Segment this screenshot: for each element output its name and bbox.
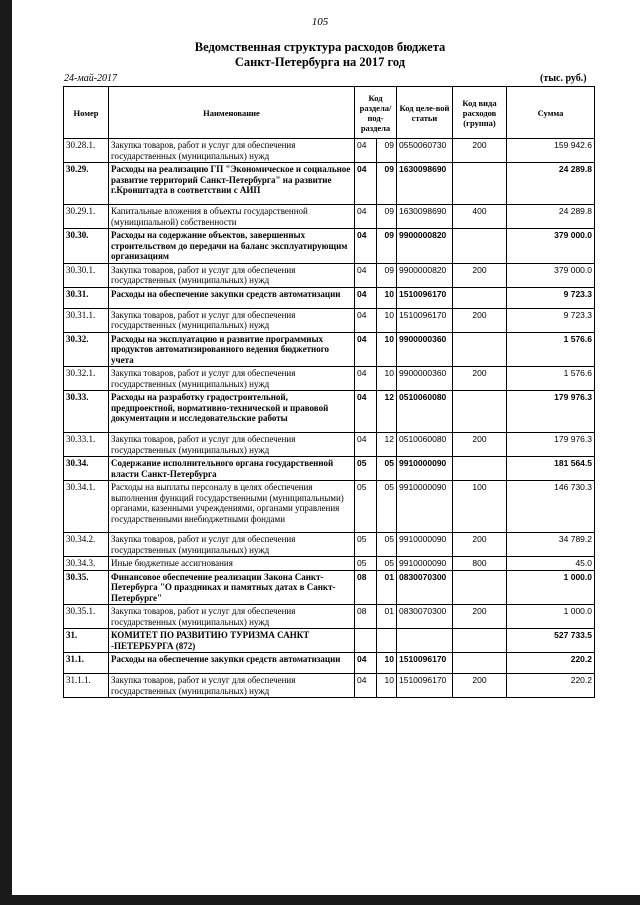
cell-amount: 24 289.8 <box>507 163 595 205</box>
cell-expense-type <box>453 391 507 433</box>
cell-number: 30.35. <box>64 570 109 605</box>
cell-amount: 179 976.3 <box>507 391 595 433</box>
cell-podrazdel: 10 <box>377 332 397 367</box>
cell-name: Закупка товаров, работ и услуг для обеспечения государственных (муниципальных) нужд <box>109 367 355 391</box>
cell-item: 9900000360 <box>397 367 453 391</box>
cell-podrazdel: 05 <box>377 481 397 533</box>
cell-razdel: 08 <box>355 570 377 605</box>
cell-podrazdel: 10 <box>377 308 397 332</box>
cell-item: 9910000090 <box>397 457 453 481</box>
cell-number: 30.31. <box>64 287 109 308</box>
cell-amount: 1 576.6 <box>507 332 595 367</box>
cell-razdel: 04 <box>355 674 377 698</box>
header-amount: Сумма <box>507 87 595 139</box>
cell-razdel: 05 <box>355 457 377 481</box>
table-body <box>64 139 595 698</box>
cell-item <box>397 629 453 653</box>
cell-podrazdel: 09 <box>377 229 397 264</box>
scan-border-left <box>0 0 12 905</box>
cell-item: 0830070300 <box>397 570 453 605</box>
cell-expense-type <box>453 457 507 481</box>
cell-name: КОМИТЕТ ПО РАЗВИТИЮ ТУРИЗМА САНКТ -ПЕТЕРБУРГА (872) <box>109 629 355 653</box>
cell-number: 30.32. <box>64 332 109 367</box>
cell-number: 30.33. <box>64 391 109 433</box>
cell-amount: 220.2 <box>507 674 595 698</box>
cell-amount: 1 576.6 <box>507 367 595 391</box>
cell-expense-type: 200 <box>453 605 507 629</box>
cell-expense-type <box>453 163 507 205</box>
cell-podrazdel: 10 <box>377 653 397 674</box>
cell-number: 30.34. <box>64 457 109 481</box>
cell-name: Расходы на обеспечение закупки средств автоматизации <box>109 287 355 308</box>
cell-expense-type <box>453 229 507 264</box>
cell-podrazdel <box>377 629 397 653</box>
cell-number: 30.34.2. <box>64 533 109 557</box>
cell-amount: 159 942.6 <box>507 139 595 163</box>
cell-amount: 9 723.3 <box>507 308 595 332</box>
cell-item: 9910000090 <box>397 533 453 557</box>
cell-razdel: 04 <box>355 287 377 308</box>
cell-item: 1510096170 <box>397 287 453 308</box>
cell-name: Расходы на разработку градостроительной, предпроектной, нормативно-технической и правовой документации и исследовательские работы <box>109 391 355 433</box>
cell-name: Содержание исполнительного органа государственной власти Санкт-Петербурга <box>109 457 355 481</box>
cell-number: 30.28.1. <box>64 139 109 163</box>
cell-expense-type: 100 <box>453 481 507 533</box>
document-date: 24-май-2017 <box>64 73 118 84</box>
cell-name: Закупка товаров, работ и услуг для обеспечения государственных (муниципальных) нужд <box>109 533 355 557</box>
cell-amount: 379 000.0 <box>507 263 595 287</box>
cell-number: 30.30. <box>64 229 109 264</box>
cell-name: Иные бюджетные ассигнования <box>109 557 355 571</box>
cell-razdel: 08 <box>355 605 377 629</box>
cell-name: Расходы на реализацию ГП "Экономическое и социальное развитие территорий Санкт-Петербурга" на развитие г.Кронштадта в соответствии с АИП <box>109 163 355 205</box>
cell-number: 30.34.1. <box>64 481 109 533</box>
cell-expense-type: 200 <box>453 308 507 332</box>
cell-amount: 146 730.3 <box>507 481 595 533</box>
cell-razdel: 04 <box>355 433 377 457</box>
cell-expense-type: 200 <box>453 263 507 287</box>
cell-razdel: 05 <box>355 557 377 571</box>
cell-expense-type: 200 <box>453 533 507 557</box>
header-item: Код целе-вой статьи <box>397 87 453 139</box>
cell-name: Закупка товаров, работ и услуг для обеспечения государственных (муниципальных) нужд <box>109 674 355 698</box>
cell-razdel: 04 <box>355 139 377 163</box>
cell-number: 30.31.1. <box>64 308 109 332</box>
cell-razdel: 04 <box>355 332 377 367</box>
cell-razdel: 04 <box>355 263 377 287</box>
cell-amount: 1 000.0 <box>507 605 595 629</box>
cell-name: Закупка товаров, работ и услуг для обеспечения государственных (муниципальных) нужд <box>109 605 355 629</box>
cell-expense-type <box>453 287 507 308</box>
cell-podrazdel: 09 <box>377 139 397 163</box>
cell-razdel: 04 <box>355 229 377 264</box>
page-subtitle: Санкт-Петербурга на 2017 год <box>234 55 406 69</box>
cell-name: Закупка товаров, работ и услуг для обеспечения государственных (муниципальных) нужд <box>109 308 355 332</box>
table-header-row <box>64 87 595 139</box>
header-expense-type: Код вида расходов (группа) <box>453 87 507 139</box>
cell-item: 1510096170 <box>397 653 453 674</box>
cell-amount: 1 000.0 <box>507 570 595 605</box>
cell-name: Капитальные вложения в объекты государственной (муниципальной) собственности <box>109 205 355 229</box>
cell-name: Закупка товаров, работ и услуг для обеспечения государственных (муниципальных) нужд <box>109 139 355 163</box>
cell-item: 9900000820 <box>397 229 453 264</box>
cell-name: Закупка товаров, работ и услуг для обеспечения государственных (муниципальных) нужд <box>109 433 355 457</box>
header-section: Код раздела/ под-раздела <box>355 87 397 139</box>
cell-number: 30.32.1. <box>64 367 109 391</box>
cell-name: Закупка товаров, работ и услуг для обеспечения государственных (муниципальных) нужд <box>109 263 355 287</box>
cell-podrazdel: 09 <box>377 163 397 205</box>
cell-razdel: 04 <box>355 205 377 229</box>
cell-podrazdel: 12 <box>377 433 397 457</box>
cell-razdel: 04 <box>355 653 377 674</box>
cell-amount: 34 789.2 <box>507 533 595 557</box>
cell-number: 30.29.1. <box>64 205 109 229</box>
cell-amount: 220.2 <box>507 653 595 674</box>
cell-name: Расходы на выплаты персоналу в целях обеспечения выполнения функций государственными (муниципальными) органами, казенными учреждениями, органами управления государственными внебюджетными фондами <box>109 481 355 533</box>
cell-razdel: 05 <box>355 481 377 533</box>
cell-item: 1630098690 <box>397 163 453 205</box>
cell-item: 1510096170 <box>397 674 453 698</box>
cell-expense-type <box>453 629 507 653</box>
cell-razdel: 04 <box>355 367 377 391</box>
cell-amount: 527 733.5 <box>507 629 595 653</box>
cell-number: 30.29. <box>64 163 109 205</box>
units-label: (тыс. руб.) <box>540 73 587 84</box>
cell-razdel: 05 <box>355 533 377 557</box>
cell-expense-type <box>453 653 507 674</box>
cell-podrazdel: 05 <box>377 533 397 557</box>
cell-amount: 9 723.3 <box>507 287 595 308</box>
cell-amount: 179 976.3 <box>507 433 595 457</box>
cell-expense-type: 200 <box>453 674 507 698</box>
cell-number: 31.1. <box>64 653 109 674</box>
cell-item: 0510060080 <box>397 391 453 433</box>
cell-podrazdel: 05 <box>377 557 397 571</box>
cell-podrazdel: 01 <box>377 605 397 629</box>
cell-number: 31. <box>64 629 109 653</box>
cell-name: Расходы на обеспечение закупки средств автоматизации <box>109 653 355 674</box>
cell-number: 30.34.3. <box>64 557 109 571</box>
page-title: Ведомственная структура расходов бюджета <box>194 40 446 54</box>
cell-number: 30.35.1. <box>64 605 109 629</box>
cell-amount: 379 000.0 <box>507 229 595 264</box>
cell-podrazdel: 05 <box>377 457 397 481</box>
cell-razdel: 04 <box>355 391 377 433</box>
cell-podrazdel: 10 <box>377 674 397 698</box>
header-number: Номер <box>64 87 109 139</box>
cell-podrazdel: 10 <box>377 287 397 308</box>
scan-border-bottom <box>0 895 640 905</box>
cell-expense-type <box>453 332 507 367</box>
cell-item: 0550060730 <box>397 139 453 163</box>
cell-number: 30.33.1. <box>64 433 109 457</box>
header-name: Наименование <box>109 87 355 139</box>
cell-podrazdel: 09 <box>377 263 397 287</box>
cell-amount: 45.0 <box>507 557 595 571</box>
cell-item: 9910000090 <box>397 557 453 571</box>
cell-item: 9900000360 <box>397 332 453 367</box>
cell-item: 0510060080 <box>397 433 453 457</box>
cell-name: Финансовое обеспечение реализации Закона Санкт-Петербурга "О праздниках и памятных датах в Санкт-Петербурге" <box>109 570 355 605</box>
cell-item: 9900000820 <box>397 263 453 287</box>
page-number: 105 <box>311 16 329 28</box>
cell-podrazdel: 12 <box>377 391 397 433</box>
cell-expense-type: 200 <box>453 367 507 391</box>
cell-podrazdel: 10 <box>377 367 397 391</box>
cell-expense-type: 200 <box>453 139 507 163</box>
cell-expense-type: 200 <box>453 433 507 457</box>
cell-podrazdel: 01 <box>377 570 397 605</box>
budget-table <box>63 86 595 698</box>
cell-item: 1630098690 <box>397 205 453 229</box>
cell-name: Расходы на содержание объектов, завершенных строительством до передачи на баланс эксплуатирующим организациям <box>109 229 355 264</box>
cell-item: 9910000090 <box>397 481 453 533</box>
cell-number: 30.30.1. <box>64 263 109 287</box>
cell-podrazdel: 09 <box>377 205 397 229</box>
cell-amount: 181 564.5 <box>507 457 595 481</box>
cell-razdel: 04 <box>355 308 377 332</box>
cell-amount: 24 289.8 <box>507 205 595 229</box>
cell-expense-type <box>453 570 507 605</box>
cell-expense-type: 400 <box>453 205 507 229</box>
cell-name: Расходы на эксплуатацию и развитие программных продуктов автоматизированного ведения бюджетного учета <box>109 332 355 367</box>
cell-item: 1510096170 <box>397 308 453 332</box>
cell-razdel <box>355 629 377 653</box>
cell-razdel: 04 <box>355 163 377 205</box>
cell-expense-type: 800 <box>453 557 507 571</box>
cell-item: 0830070300 <box>397 605 453 629</box>
cell-number: 31.1.1. <box>64 674 109 698</box>
